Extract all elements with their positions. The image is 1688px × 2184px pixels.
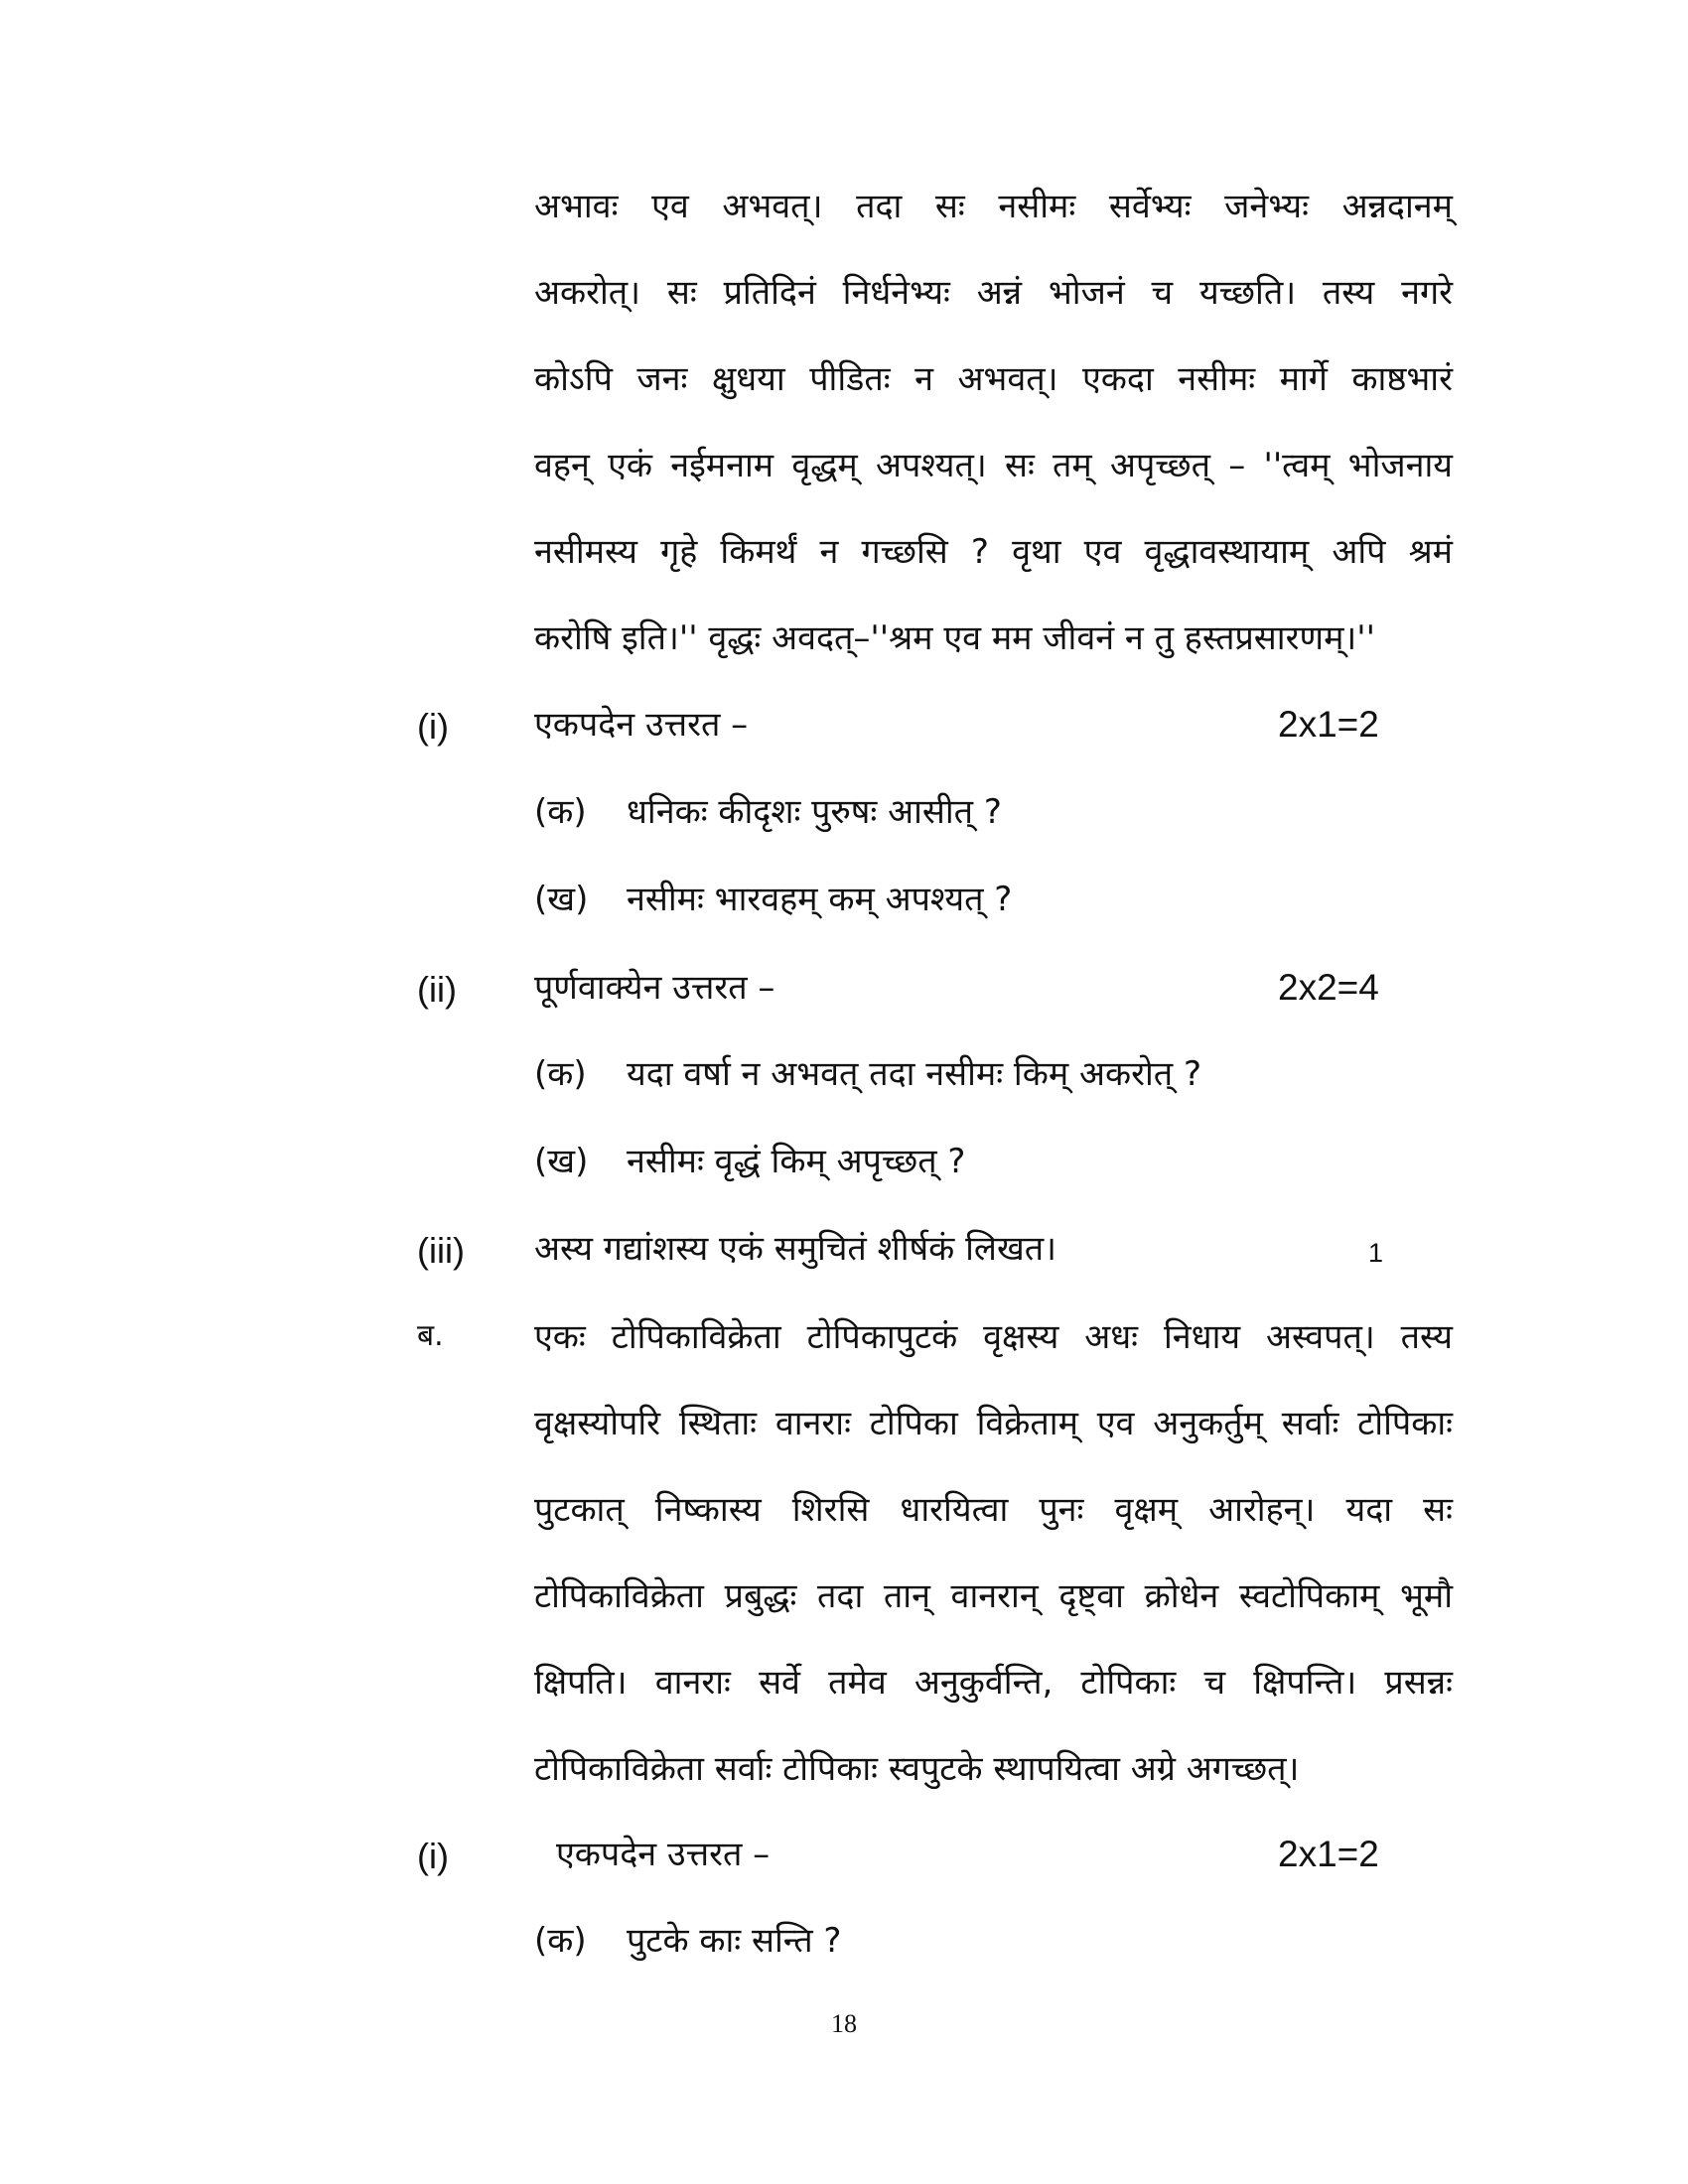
- sub-question-label: (ख): [534, 880, 589, 919]
- question-number: (i): [417, 1836, 449, 1876]
- question-number: (i): [417, 706, 449, 747]
- passage-b-label: ब.: [417, 1318, 444, 1353]
- sub-question-label: (क): [534, 792, 587, 832]
- sub-question: [0, 1049, 1688, 1109]
- question-marks: 2x1=2: [1278, 1834, 1379, 1874]
- question-number: (ii): [417, 969, 457, 1010]
- question-text: एकपदेन उत्तरत –: [534, 705, 749, 745]
- sub-question-text: नसीमः वृद्धं किम् अपृच्छत् ?: [627, 1142, 966, 1181]
- sub-question: [0, 1916, 1688, 1976]
- passage-line: टोपिकाविक्रेता प्रबुद्धः तदा तान् वानरान् दृष्ट्वा क्रोधेन स्वटोपिकाम् भूमौ: [534, 1576, 1453, 1616]
- passage-a: [534, 164, 1453, 682]
- sub-question-label: (क): [534, 1054, 587, 1094]
- passage-line: वृक्षस्योपरि स्थिताः वानराः टोपिका विक्रेताम् एव अनुकर्तुम् सर्वाः टोपिकाः: [534, 1404, 1453, 1443]
- question-1: [0, 700, 1688, 759]
- question-4: [0, 1830, 1688, 1889]
- passage-line: क्षिपति। वानराः सर्वे तमेव अनुकुर्वन्ति, टोपिकाः च क्षिपन्ति। प्रसन्नः: [534, 1663, 1453, 1703]
- page-number: 18: [831, 2009, 857, 2038]
- sub-question: [0, 787, 1688, 847]
- question-3: [0, 1224, 1688, 1284]
- question-marks: 2x2=4: [1278, 967, 1379, 1008]
- sub-question-text: धनिकः कीदृशः पुरुषः आसीत् ?: [627, 792, 1002, 832]
- passage-line: कोऽपि जनः क्षुधया पीडितः न अभवत्। एकदा नसीमः मार्गे काष्ठभारं: [534, 359, 1453, 399]
- question-number: (iii): [417, 1230, 465, 1271]
- passage-line: अभावः एव अभवत्। तदा सः नसीमः सर्वेभ्यः जनेभ्यः अन्नदानम्: [534, 187, 1453, 226]
- passage-line: टोपिकाविक्रेता सर्वाः टोपिकाः स्वपुटके स्थापयित्वा अग्रे अगच्छत्।: [534, 1749, 1300, 1789]
- question-text: अस्य गद्यांशस्य एकं समुचितं शीर्षकं लिखत।: [534, 1229, 1057, 1269]
- passage-b: [534, 1295, 1453, 1813]
- sub-question: [0, 875, 1688, 934]
- sub-question: [0, 1137, 1688, 1196]
- question-marks: 2x1=2: [1278, 704, 1379, 745]
- sub-question-text: यदा वर्षा न अभवत् तदा नसीमः किम् अकरोत् ?: [627, 1054, 1202, 1094]
- question-marks: 1: [1368, 1238, 1384, 1268]
- question-text: पूर्णवाक्येन उत्तरत –: [534, 968, 775, 1008]
- passage-line: अकरोत्। सः प्रतिदिनं निर्धनेभ्यः अन्नं भोजनं च यच्छति। तस्य नगरे: [534, 273, 1453, 313]
- passage-line: वहन् एकं नईमनाम वृद्धम् अपश्यत्। सः तम् अपृच्छत् – ''त्वम् भोजनाय: [534, 446, 1453, 485]
- sub-question-label: (ख): [534, 1142, 589, 1181]
- sub-question-text: पुटके काः सन्ति ?: [627, 1921, 842, 1961]
- passage-line: करोषि इति।'' वृद्धः अवदत्–''श्रम एव मम जीवनं न तु हस्तप्रसारणम्।'': [534, 618, 1375, 658]
- passage-line: नसीमस्य गृहे किमर्थं न गच्छसि ? वृथा एव वृद्धावस्थायाम् अपि श्रमं: [534, 532, 1453, 572]
- sub-question-text: नसीमः भारवहम् कम् अपश्यत् ?: [627, 880, 1013, 919]
- question-text: एकपदेन उत्तरत –: [556, 1835, 771, 1874]
- sub-question-label: (क): [534, 1921, 587, 1961]
- passage-line: एकः टोपिकाविक्रेता टोपिकापुटकं वृक्षस्य अधः निधाय अस्वपत्। तस्य: [534, 1317, 1453, 1357]
- passage-line: पुटकात् निष्कास्य शिरसि धारयित्वा पुनः वृक्षम् आरोहन्। यदा सः: [534, 1490, 1453, 1530]
- question-2: [0, 963, 1688, 1023]
